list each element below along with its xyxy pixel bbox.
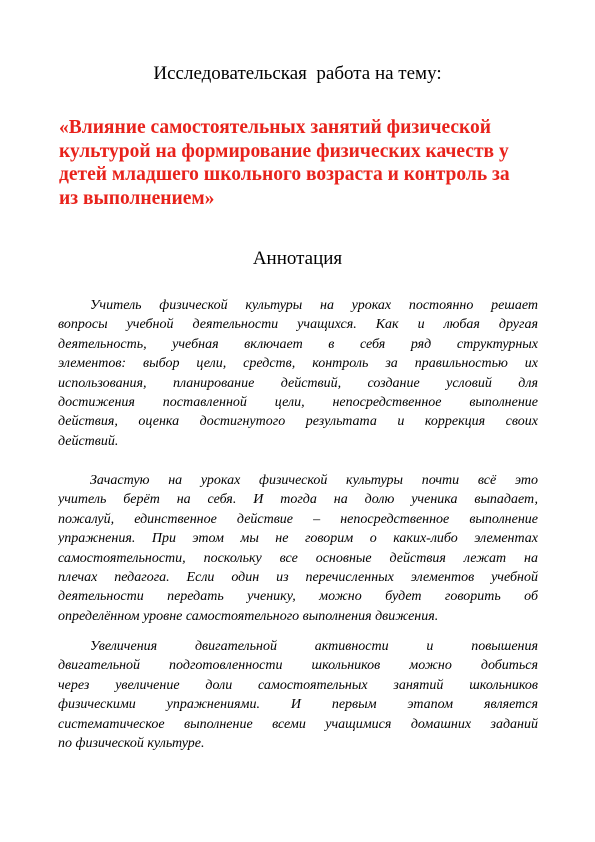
annotation-heading: Аннотация [252,248,343,269]
topic-line: культурой на формирование физических качеств у [59,140,509,162]
annotation-paragraph [58,296,538,451]
paragraph-line: деятельность, учебная включает в себя ряд структурных [58,336,538,352]
annotation-paragraph [58,471,538,626]
paragraph-line: использования, планирование действий, создание условий для [58,375,538,391]
paragraph-line: по физической культуре. [58,735,205,751]
paragraph-line: систематическое выполнение всеми учащимися домашних заданий [58,716,538,732]
paragraph-line: плечах педагога. Если один из перечисленных элементов учебной [58,569,538,585]
topic-line: детей младшего школьного возраста и контроль за [59,164,510,185]
paragraph-line: Зачастую на уроках физической культуры почти всё это [90,473,538,488]
paragraph-line: учитель берёт на себя. И тогда на долю ученика выпадает, [58,492,538,508]
paragraph-line: самостоятельности, поскольку все основные действия лежат на [58,550,538,566]
paragraph-line: вопросы учебной деятельности учащихся. Как и любая другая [58,317,538,333]
paragraph-line: физическими упражнениями. И первым этапом является [58,697,538,713]
topic-line: из выполнением» [59,187,215,209]
paragraph-line: Учитель физической культуры на уроках постоянно решает [90,298,538,313]
paragraph-line: упражнения. При этом мы не говорим о каких-либо элементах [58,531,538,547]
paragraph-line: Увеличения двигательной активности и повышения [90,639,538,654]
paragraph-line: определённом уровне самостоятельного выполнения движения. [58,608,439,624]
topic-line: «Влияние самостоятельных занятий физической [59,117,491,138]
paragraph-line: двигательной подготовленности школьников можно добиться [58,658,538,674]
paragraph-line: действий. [58,433,119,449]
paragraph-line: достижения поставленной цели, непосредственное выполнение [58,394,538,410]
paragraph-line: пожалуй, единственное действие – непосредственное выполнение [58,511,538,527]
paragraph-line: элементов: выбор цели, средств, контроль за правильностью их [58,356,538,372]
page-title: Исследовательская работа на тему: [153,63,442,84]
annotation-paragraph [58,637,538,753]
research-topic [59,116,559,210]
paragraph-line: действия, оценка достигнутого результата и коррекция своих [58,414,538,430]
paragraph-line: деятельности передать ученику, можно будет говорить об [58,589,538,605]
paragraph-line: через увеличение доли самостоятельных занятий школьников [58,677,538,693]
